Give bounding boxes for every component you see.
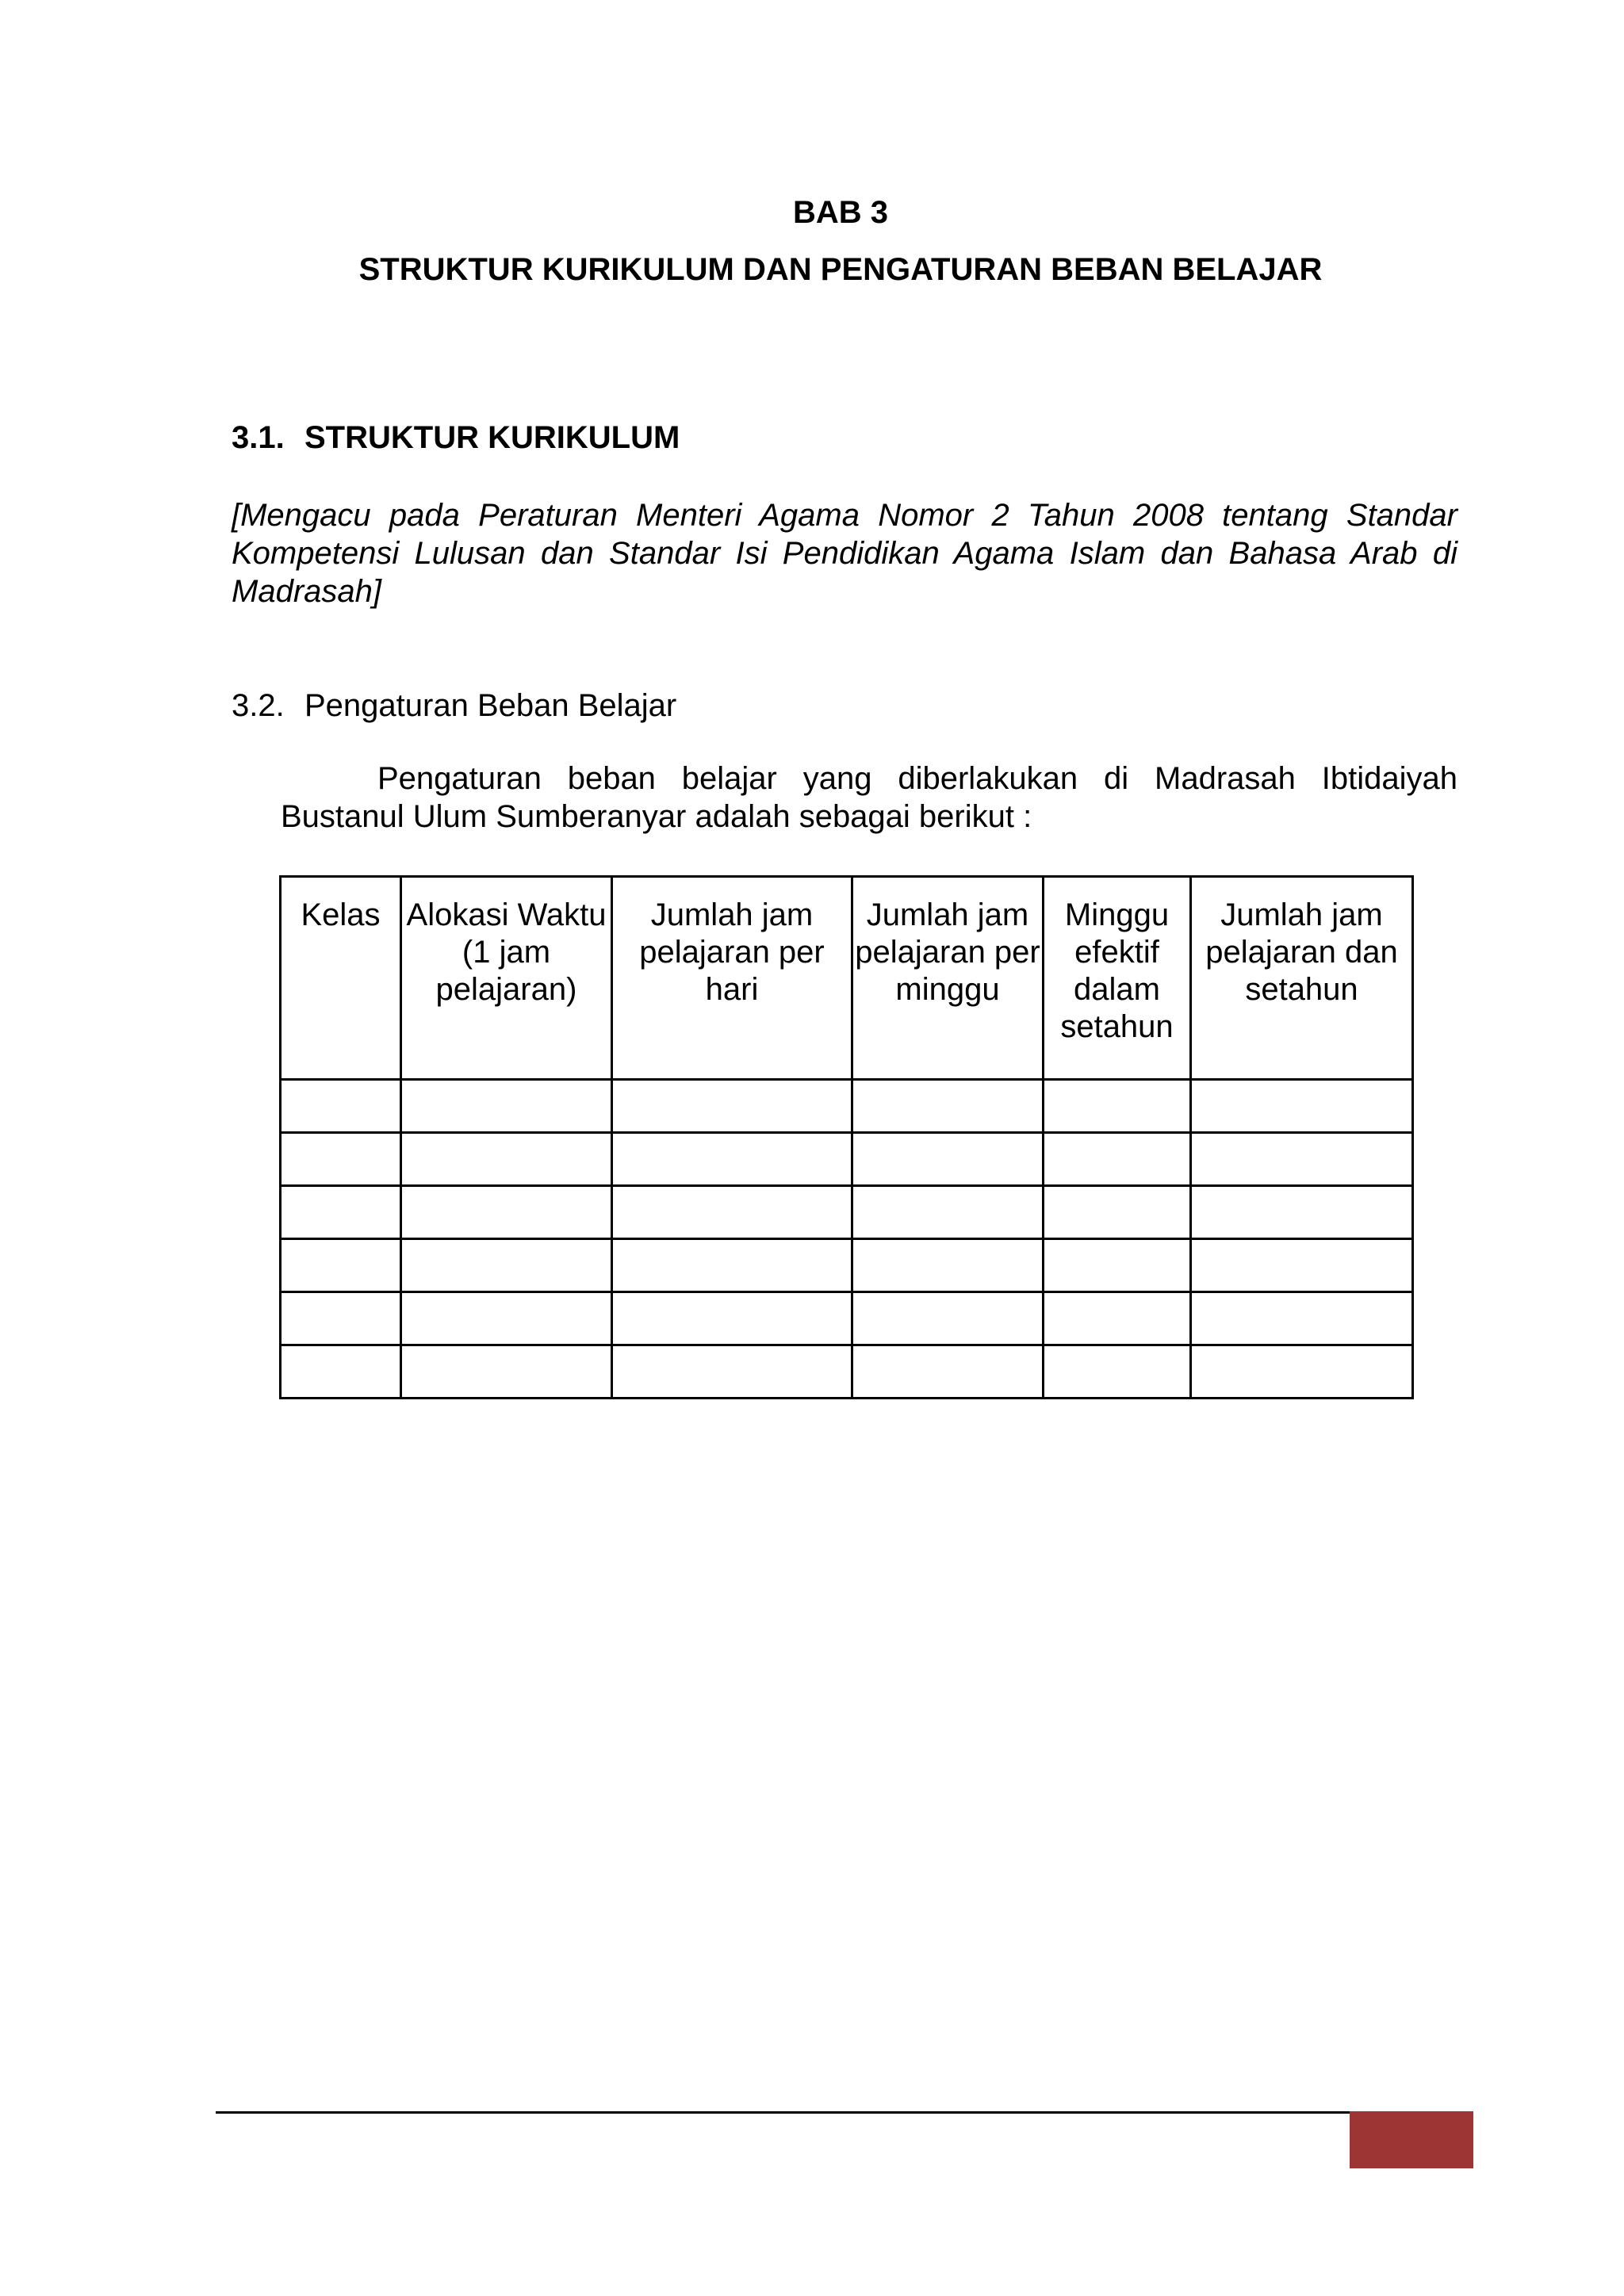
table-row xyxy=(281,1345,1413,1399)
table-cell xyxy=(1044,1292,1191,1345)
footer-rule xyxy=(216,2111,1351,2114)
section-3-2-heading xyxy=(232,687,676,725)
table-cell xyxy=(612,1080,852,1133)
table-row xyxy=(281,1239,1413,1292)
header-jam-per-minggu: Jumlah jam pelajaran per minggu xyxy=(852,877,1044,1080)
section-3-2-number: 3.2. xyxy=(232,688,285,723)
header-minggu-efektif: Minggu efektif dalam setahun xyxy=(1044,877,1191,1080)
table-cell xyxy=(1044,1080,1191,1133)
table-cell xyxy=(852,1080,1044,1133)
footer-accent-block xyxy=(1350,2111,1473,2168)
table-cell xyxy=(1044,1133,1191,1186)
table-cell xyxy=(401,1292,612,1345)
table-cell xyxy=(1191,1133,1413,1186)
section-3-1-number: 3.1. xyxy=(232,420,285,455)
chapter-title: STRUKTUR KURIKULUM DAN PENGATURAN BEBAN BELAJAR xyxy=(358,252,1323,287)
table-cell xyxy=(281,1133,401,1186)
table-cell xyxy=(612,1239,852,1292)
table-cell xyxy=(1044,1345,1191,1399)
header-jam-setahun: Jumlah jam pelajaran dan setahun xyxy=(1191,877,1413,1080)
table-cell xyxy=(401,1186,612,1239)
table-cell xyxy=(401,1345,612,1399)
header-kelas: Kelas xyxy=(281,877,401,1080)
table-cell xyxy=(401,1239,612,1292)
table-cell xyxy=(281,1080,401,1133)
section-3-1-reference: [Mengacu pada Peraturan Menteri Agama Nomor 2 Tahun 2008 tentang Standar Kompetensi Lulusan dan Standar Isi Pendidikan Agama Islam dan Bahasa Arab di Madrasah] xyxy=(232,498,1457,609)
chapter-number: BAB 3 xyxy=(792,195,889,230)
table-cell xyxy=(852,1133,1044,1186)
section-3-1-title: STRUKTUR KURIKULUM xyxy=(304,420,680,455)
table-header-row xyxy=(281,877,1413,1080)
section-3-1-heading xyxy=(232,419,680,457)
table-row xyxy=(281,1186,1413,1239)
table-cell xyxy=(401,1080,612,1133)
header-jam-per-hari: Jumlah jam pelajaran per hari xyxy=(612,877,852,1080)
table-cell xyxy=(852,1345,1044,1399)
section-3-2-title: Pengaturan Beban Belajar xyxy=(304,688,677,723)
table-cell xyxy=(1044,1239,1191,1292)
table-cell xyxy=(612,1292,852,1345)
table-cell xyxy=(612,1133,852,1186)
table-cell xyxy=(852,1239,1044,1292)
table-cell xyxy=(1191,1239,1413,1292)
table-cell xyxy=(281,1239,401,1292)
header-alokasi-waktu: Alokasi Waktu (1 jam pelajaran) xyxy=(401,877,612,1080)
table-cell xyxy=(281,1345,401,1399)
table-cell xyxy=(1044,1186,1191,1239)
table-cell xyxy=(1191,1186,1413,1239)
table-row xyxy=(281,1133,1413,1186)
table-cell xyxy=(401,1133,612,1186)
study-load-table xyxy=(279,875,1414,1399)
table-row xyxy=(281,1292,1413,1345)
table-cell xyxy=(612,1345,852,1399)
table-row xyxy=(281,1080,1413,1133)
table-cell xyxy=(612,1186,852,1239)
table-cell xyxy=(1191,1292,1413,1345)
table-cell xyxy=(1191,1080,1413,1133)
table-cell xyxy=(281,1292,401,1345)
table-cell xyxy=(281,1186,401,1239)
table-cell xyxy=(852,1186,1044,1239)
table-cell xyxy=(1191,1345,1413,1399)
section-3-2-paragraph: Pengaturan beban belajar yang diberlakukan di Madrasah Ibtidaiyah Bustanul Ulum Sumberanyar adalah sebagai berikut : xyxy=(281,761,1457,834)
table-cell xyxy=(852,1292,1044,1345)
